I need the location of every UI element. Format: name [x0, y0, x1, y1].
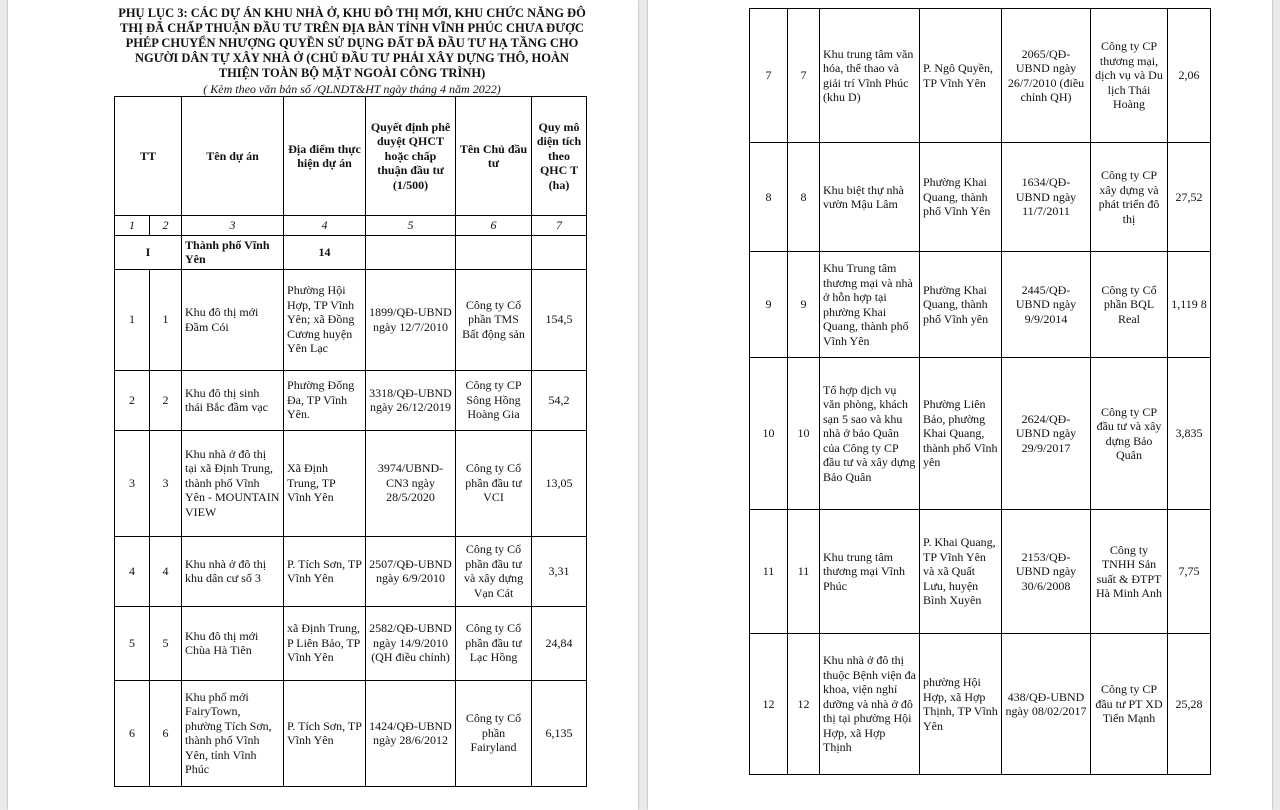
appendix-subtitle: ( Kèm theo văn bản số /QLNDT&HT ngày tháng 4 năm 2022): [203, 82, 501, 96]
appendix-title: PHỤ LỤC 3: CÁC DỰ ÁN KHU NHÀ Ở, KHU ĐÔ THỊ MỚI, KHU CHỨC NĂNG ĐÔ THỊ ĐÃ CHẤP THUẬN ĐẦU TƯ TRÊN ĐỊA BÀN TỈNH VĨNH PHÚC CHƯA ĐƯỢC PHÉP CHUYỂN NHƯỢNG QUYỀN SỬ DỤNG ĐẤT ĐÃ ĐẦU TƯ HẠ TẦNG CHO NGƯỜI DÂN TỰ XÂY NHÀ Ở (CHỦ ĐẦU TƯ PHẢI XÂY DỰNG THÔ, HOÀN THIỆN TOÀN BỘ MẶT NGOÀI CÔNG TRÌNH): [118, 6, 586, 80]
project-area: 27,52: [1168, 143, 1211, 252]
table-row: [750, 252, 1211, 358]
project-decision: 1634/QĐ-UBND ngày 11/7/2011: [1002, 143, 1091, 252]
group-row: [115, 235, 587, 269]
row-subindex: 1: [150, 269, 182, 370]
row-index: 8: [750, 143, 788, 252]
project-investor: Công ty CP xây dựng và phát triển đô thị: [1091, 143, 1168, 252]
table-row: [750, 9, 1211, 143]
row-index: 4: [115, 536, 150, 606]
document-page-right: [648, 0, 1272, 810]
row-subindex: 9: [788, 252, 820, 358]
project-investor: Công ty Cổ phần đầu tư và xây dựng Vạn Cát: [456, 536, 532, 606]
project-area: 3,31: [532, 536, 587, 606]
row-subindex: 12: [788, 634, 820, 775]
row-subindex: 6: [150, 680, 182, 786]
project-investor: Công ty Cổ phần BQL Real: [1091, 252, 1168, 358]
project-area: 3,835: [1168, 358, 1211, 510]
table-row: [115, 370, 587, 430]
project-decision: 2153/QĐ-UBND ngày 30/6/2008: [1002, 510, 1091, 634]
project-area: 25,28: [1168, 634, 1211, 775]
project-area: 54,2: [532, 370, 587, 430]
header-project-name: Tên dự án: [182, 97, 284, 216]
project-investor: Công ty Cổ phần TMS Bất động sản: [456, 269, 532, 370]
project-investor: Công ty Cổ phần đầu tư VCI: [456, 430, 532, 536]
table-row: [750, 634, 1211, 775]
project-decision: 1424/QĐ-UBND ngày 28/6/2012: [366, 680, 456, 786]
project-decision: 1899/QĐ-UBND ngày 12/7/2010: [366, 269, 456, 370]
project-area: 2,06: [1168, 9, 1211, 143]
row-subindex: 2: [150, 370, 182, 430]
project-name: Khu biệt thự nhà vườn Mậu Lâm: [820, 143, 920, 252]
row-index: 6: [115, 680, 150, 786]
row-index: 3: [115, 430, 150, 536]
project-location: phường Hội Hợp, xã Hợp Thịnh, TP Vĩnh Yên: [920, 634, 1002, 775]
project-decision: 3974/UBND-CN3 ngày 28/5/2020: [366, 430, 456, 536]
project-location: P. Ngô Quyền, TP Vĩnh Yên: [920, 9, 1002, 143]
project-investor: Công ty CP đầu tư PT XD Tiến Mạnh: [1091, 634, 1168, 775]
project-location: Xã Định Trung, TP Vĩnh Yên: [284, 430, 366, 536]
header-location: Địa điểm thực hiện dự án: [284, 97, 366, 216]
column-number: 6: [456, 216, 532, 236]
group-number: I: [115, 235, 182, 269]
row-index: 7: [750, 9, 788, 143]
project-name: Khu trung tâm thương mại Vĩnh Phúc: [820, 510, 920, 634]
header-investor: Tên Chủ đầu tư: [456, 97, 532, 216]
table-row: [115, 536, 587, 606]
row-subindex: 8: [788, 143, 820, 252]
table-row: [115, 606, 587, 680]
project-investor: Công ty CP thương mại, dịch vụ và Du lịch Thái Hoàng: [1091, 9, 1168, 143]
table-row: [750, 510, 1211, 634]
project-area: 6,135: [532, 680, 587, 786]
project-name: Khu nhà ở đô thị khu dân cư số 3: [182, 536, 284, 606]
project-decision: 2624/QĐ-UBND ngày 29/9/2017: [1002, 358, 1091, 510]
project-name: Khu nhà ở đô thị thuộc Bệnh viện đa khoa, viện nghỉ dưỡng và nhà ở đô thị tại phường Hội Hợp, xã Hợp Thịnh: [820, 634, 920, 775]
table-header-row: [115, 97, 587, 216]
row-subindex: 7: [788, 9, 820, 143]
project-location: P. Tích Sơn, TP Vĩnh Yên: [284, 680, 366, 786]
table-row: [115, 269, 587, 370]
column-number: 1: [115, 216, 150, 236]
header-area: Quy mô diện tích theo QHC T (ha): [532, 97, 587, 216]
project-investor: Công ty CP đầu tư và xây dựng Bảo Quân: [1091, 358, 1168, 510]
project-area: 154,5: [532, 269, 587, 370]
header-tt: TT: [115, 97, 182, 216]
project-decision: 2065/QĐ-UBND ngày 26/7/2010 (điều chỉnh QH): [1002, 9, 1091, 143]
project-area: 13,05: [532, 430, 587, 536]
row-subindex: 3: [150, 430, 182, 536]
project-decision: 2445/QĐ-UBND ngày 9/9/2014: [1002, 252, 1091, 358]
row-index: 11: [750, 510, 788, 634]
project-name: Khu đô thị sinh thái Bắc đầm vạc: [182, 370, 284, 430]
column-number-row: [115, 216, 587, 236]
row-index: 12: [750, 634, 788, 775]
project-location: P. Khai Quang, TP Vĩnh Yên và xã Quất Lưu, huyện Bình Xuyên: [920, 510, 1002, 634]
group-name: Thành phố Vĩnh Yên: [182, 235, 284, 269]
project-location: xã Định Trung, P Liên Bảo, TP Vĩnh Yên: [284, 606, 366, 680]
row-index: 10: [750, 358, 788, 510]
column-number: 4: [284, 216, 366, 236]
project-name: Khu phố mới FairyTown, phường Tích Sơn, thành phố Vĩnh Yên, tỉnh Vĩnh Phúc: [182, 680, 284, 786]
column-number: 7: [532, 216, 587, 236]
project-location: Phường Khai Quang, thành phố Vĩnh yên: [920, 252, 1002, 358]
document-page-left: [8, 0, 638, 810]
project-area: 7,75: [1168, 510, 1211, 634]
project-name: Khu nhà ở đô thị tại xã Định Trung, thành phố Vĩnh Yên - MOUNTAIN VIEW: [182, 430, 284, 536]
projects-table-part-1: [114, 96, 587, 787]
project-location: Phường Đống Đa, TP Vĩnh Yên.: [284, 370, 366, 430]
project-name: Khu đô thị mới Đầm Cói: [182, 269, 284, 370]
table-row: [115, 680, 587, 786]
header-decision: Quyết định phê duyệt QHCT hoặc chấp thuận đầu tư (1/500): [366, 97, 456, 216]
project-decision: 3318/QĐ-UBND ngày 26/12/2019: [366, 370, 456, 430]
table-row: [750, 143, 1211, 252]
row-subindex: 5: [150, 606, 182, 680]
column-number: 5: [366, 216, 456, 236]
project-location: P. Tích Sơn, TP Vĩnh Yên: [284, 536, 366, 606]
project-decision: 2507/QĐ-UBND ngày 6/9/2010: [366, 536, 456, 606]
project-name: Tổ hợp dịch vụ văn phòng, khách sạn 5 sao và khu nhà ở bảo Quân của Công ty CP đầu tư và xây dựng Bảo Quân: [820, 358, 920, 510]
project-investor: Công ty Cổ phần đầu tư Lạc Hồng: [456, 606, 532, 680]
column-number: 3: [182, 216, 284, 236]
row-index: 2: [115, 370, 150, 430]
project-name: Khu Trung tâm thương mại và nhà ở hỗn hợp tại phường Khai Quang, thành phố Vĩnh Yên: [820, 252, 920, 358]
project-name: Khu trung tâm văn hóa, thể thao và giải trí Vĩnh Phúc (khu D): [820, 9, 920, 143]
project-area: 1,119 8: [1168, 252, 1211, 358]
table-row: [115, 430, 587, 536]
table-row: [750, 358, 1211, 510]
project-decision: 2582/QĐ-UBND ngày 14/9/2010 (QH điều chỉnh): [366, 606, 456, 680]
project-location: Phường Khai Quang, thành phố Vĩnh Yên: [920, 143, 1002, 252]
column-number: 2: [150, 216, 182, 236]
row-subindex: 10: [788, 358, 820, 510]
project-investor: Công ty TNHH Sản suất & ĐTPT Hà Minh Anh: [1091, 510, 1168, 634]
project-area: 24,84: [532, 606, 587, 680]
row-index: 1: [115, 269, 150, 370]
row-subindex: 11: [788, 510, 820, 634]
project-name: Khu đô thị mới Chùa Hà Tiên: [182, 606, 284, 680]
row-index: 5: [115, 606, 150, 680]
row-index: 9: [750, 252, 788, 358]
project-investor: Công ty Cổ phần Fairyland: [456, 680, 532, 786]
project-location: Phường Hội Hợp, TP Vĩnh Yên; xã Đồng Cương huyện Yên Lạc: [284, 269, 366, 370]
projects-table-part-2: [749, 8, 1211, 775]
group-count: 14: [284, 235, 366, 269]
project-decision: 438/QĐ-UBND ngày 08/02/2017: [1002, 634, 1091, 775]
project-investor: Công ty CP Sông Hồng Hoàng Gia: [456, 370, 532, 430]
row-subindex: 4: [150, 536, 182, 606]
project-location: Phường Liên Bảo, phường Khai Quang, thành phố Vĩnh yên: [920, 358, 1002, 510]
